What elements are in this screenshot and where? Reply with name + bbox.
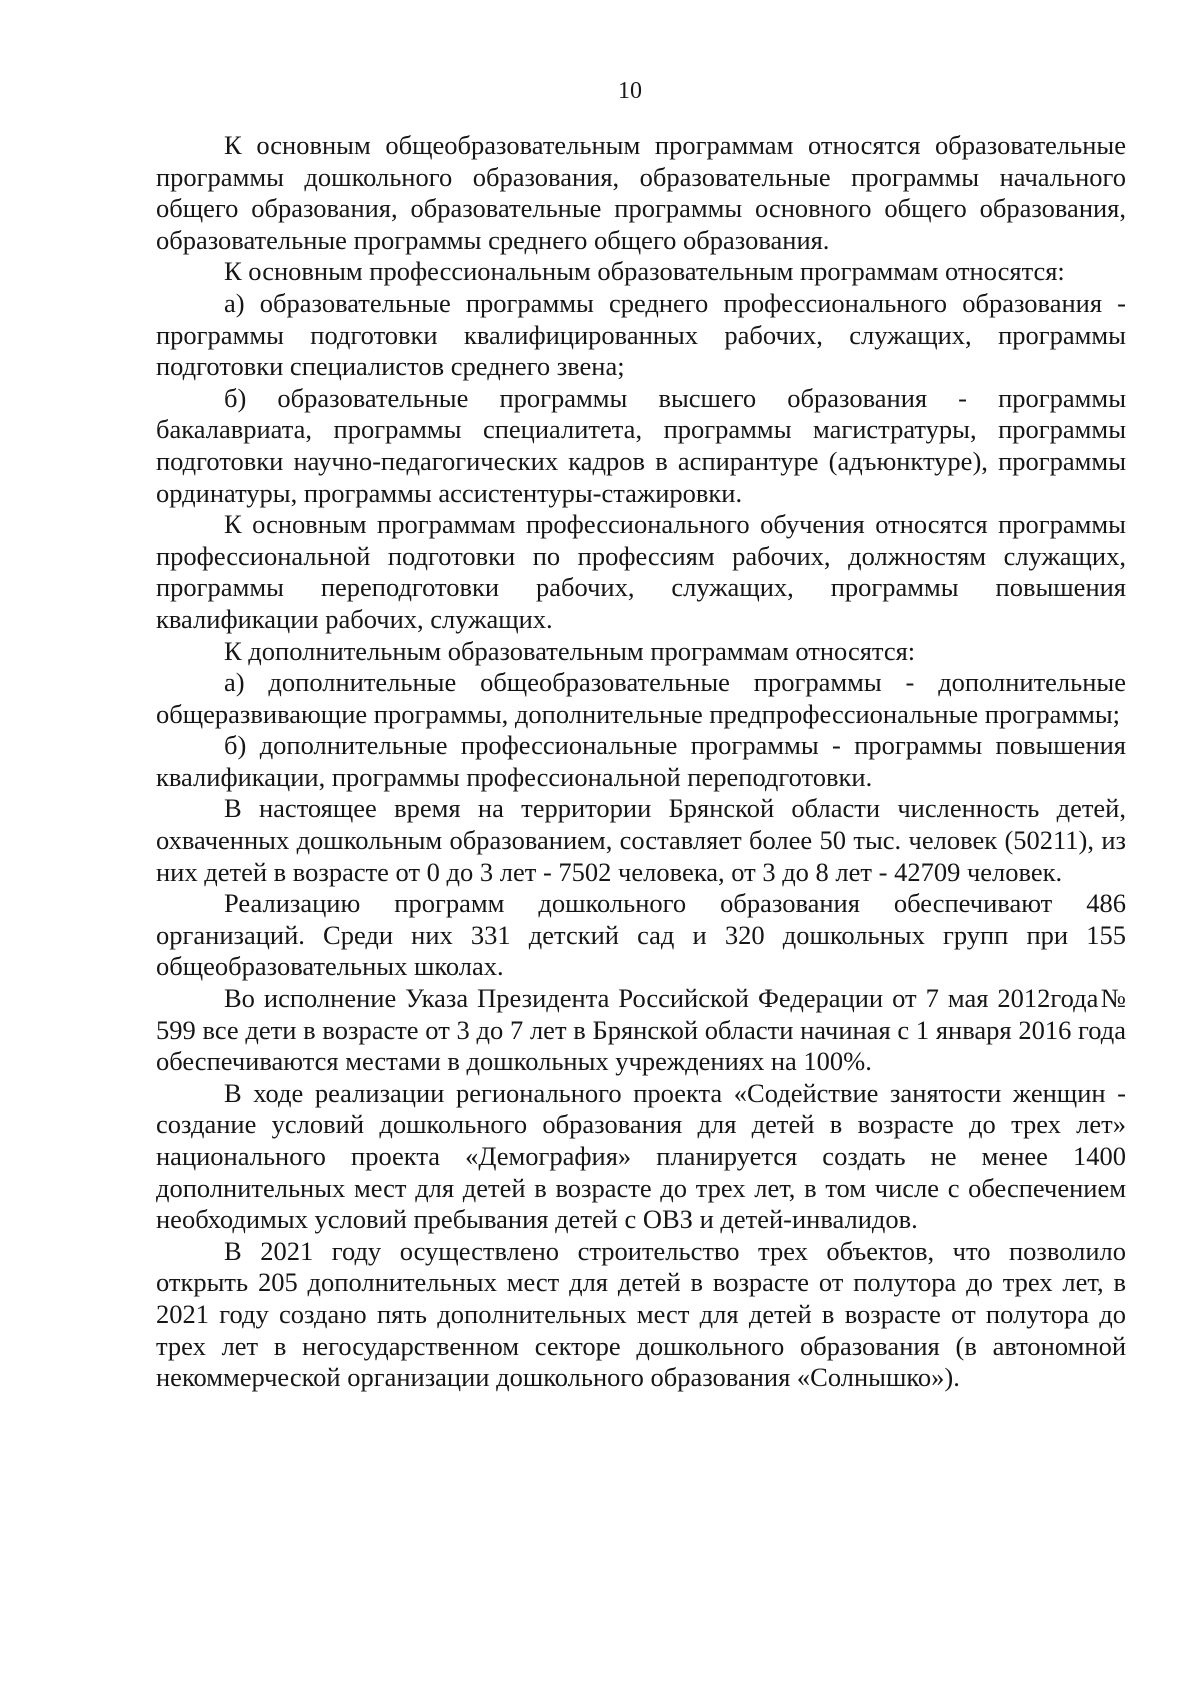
paragraph-professional-programs-b: б) образовательные программы высшего образования - программы бакалавриата, программы специалитета, программы магистратуры, программы подготовки научно-педагогических кадров в аспирантуре (адъюнктуре), программы ординатуры, программы ассистентуры-стажировки. — [156, 382, 1126, 508]
paragraph-additional-programs-heading: К дополнительным образовательным программам относятся: — [224, 635, 916, 666]
page-number: 10 — [618, 78, 642, 104]
paragraph-professional-programs-a: а) образовательные программы среднего профессионального образования - программы подготовки квалифицированных рабочих, служащих, программы подготовки специалистов среднего звена; — [156, 287, 1126, 382]
paragraph-regional-project: В ходе реализации регионального проекта «Содействие занятости женщин - создание условий дошкольного образования для детей в возрасте до трех лет» национального проекта «Демография» планируется создать не менее 1400 дополнительных мест для детей в возрасте до трех лет, в том числе с обеспечением необходимых условий пребывания детей с ОВЗ и детей-инвалидов. — [156, 1077, 1126, 1235]
paragraph-general-programs: К основным общеобразовательным программам относятся образовательные программы дошкольного образования, образовательные программы начального общего образования, образовательные программы основного общего образования, образовательные программы среднего общего образования. — [156, 130, 1126, 255]
paragraph-preschool-enrollment: В настоящее время на территории Брянской области численность детей, охваченных дошкольным образованием, составляет более 50 тыс. человек (50211), из них детей в возрасте от 0 до 3 лет - 7502 человека, от 3 до 8 лет - 42709 человек. — [156, 793, 1126, 887]
paragraph-vocational-training: К основным программам профессионального обучения относятся программы профессиональной подготовки по профессиям рабочих, должностям служащих, программы переподготовки рабочих, служащих, программы повышения квалификации рабочих, служащих. — [156, 509, 1126, 634]
document-body — [156, 130, 1126, 1394]
paragraph-presidential-decree: Во исполнение Указа Президента Российской Федерации от 7 мая 2012года№ 599 все дети в возрасте от 3 до 7 лет в Брянской области начиная с 1 января 2016 года обеспечиваются местами в дошкольных учреждениях на 100%. — [156, 983, 1126, 1077]
paragraph-preschool-organizations: Реализацию программ дошкольного образования обеспечивают 486 организаций. Среди них 331 детский сад и 320 дошкольных групп при 155 общеобразовательных школах. — [156, 888, 1126, 982]
paragraph-additional-programs-a: а) дополнительные общеобразовательные программы - дополнительные общеразвивающие программы, дополнительные предпрофессиональные программы; — [156, 667, 1126, 729]
paragraph-additional-programs-b: б) дополнительные профессиональные программы - программы повышения квалификации, программы профессиональной переподготовки. — [156, 730, 1126, 792]
paragraph-professional-programs-heading: К основным профессиональным образовательным программам относятся: — [224, 256, 1065, 287]
paragraph-construction-2021: В 2021 году осуществлено строительство трех объектов, что позволило открыть 205 дополнительных мест для детей в возрасте от полутора до трех лет, в 2021 году создано пять дополнительных мест для детей в возрасте от полутора до трех лет в негосударственном секторе дошкольного образования (в автономной некоммерческой организации дошкольного образования «Солнышко»). — [156, 1235, 1126, 1393]
